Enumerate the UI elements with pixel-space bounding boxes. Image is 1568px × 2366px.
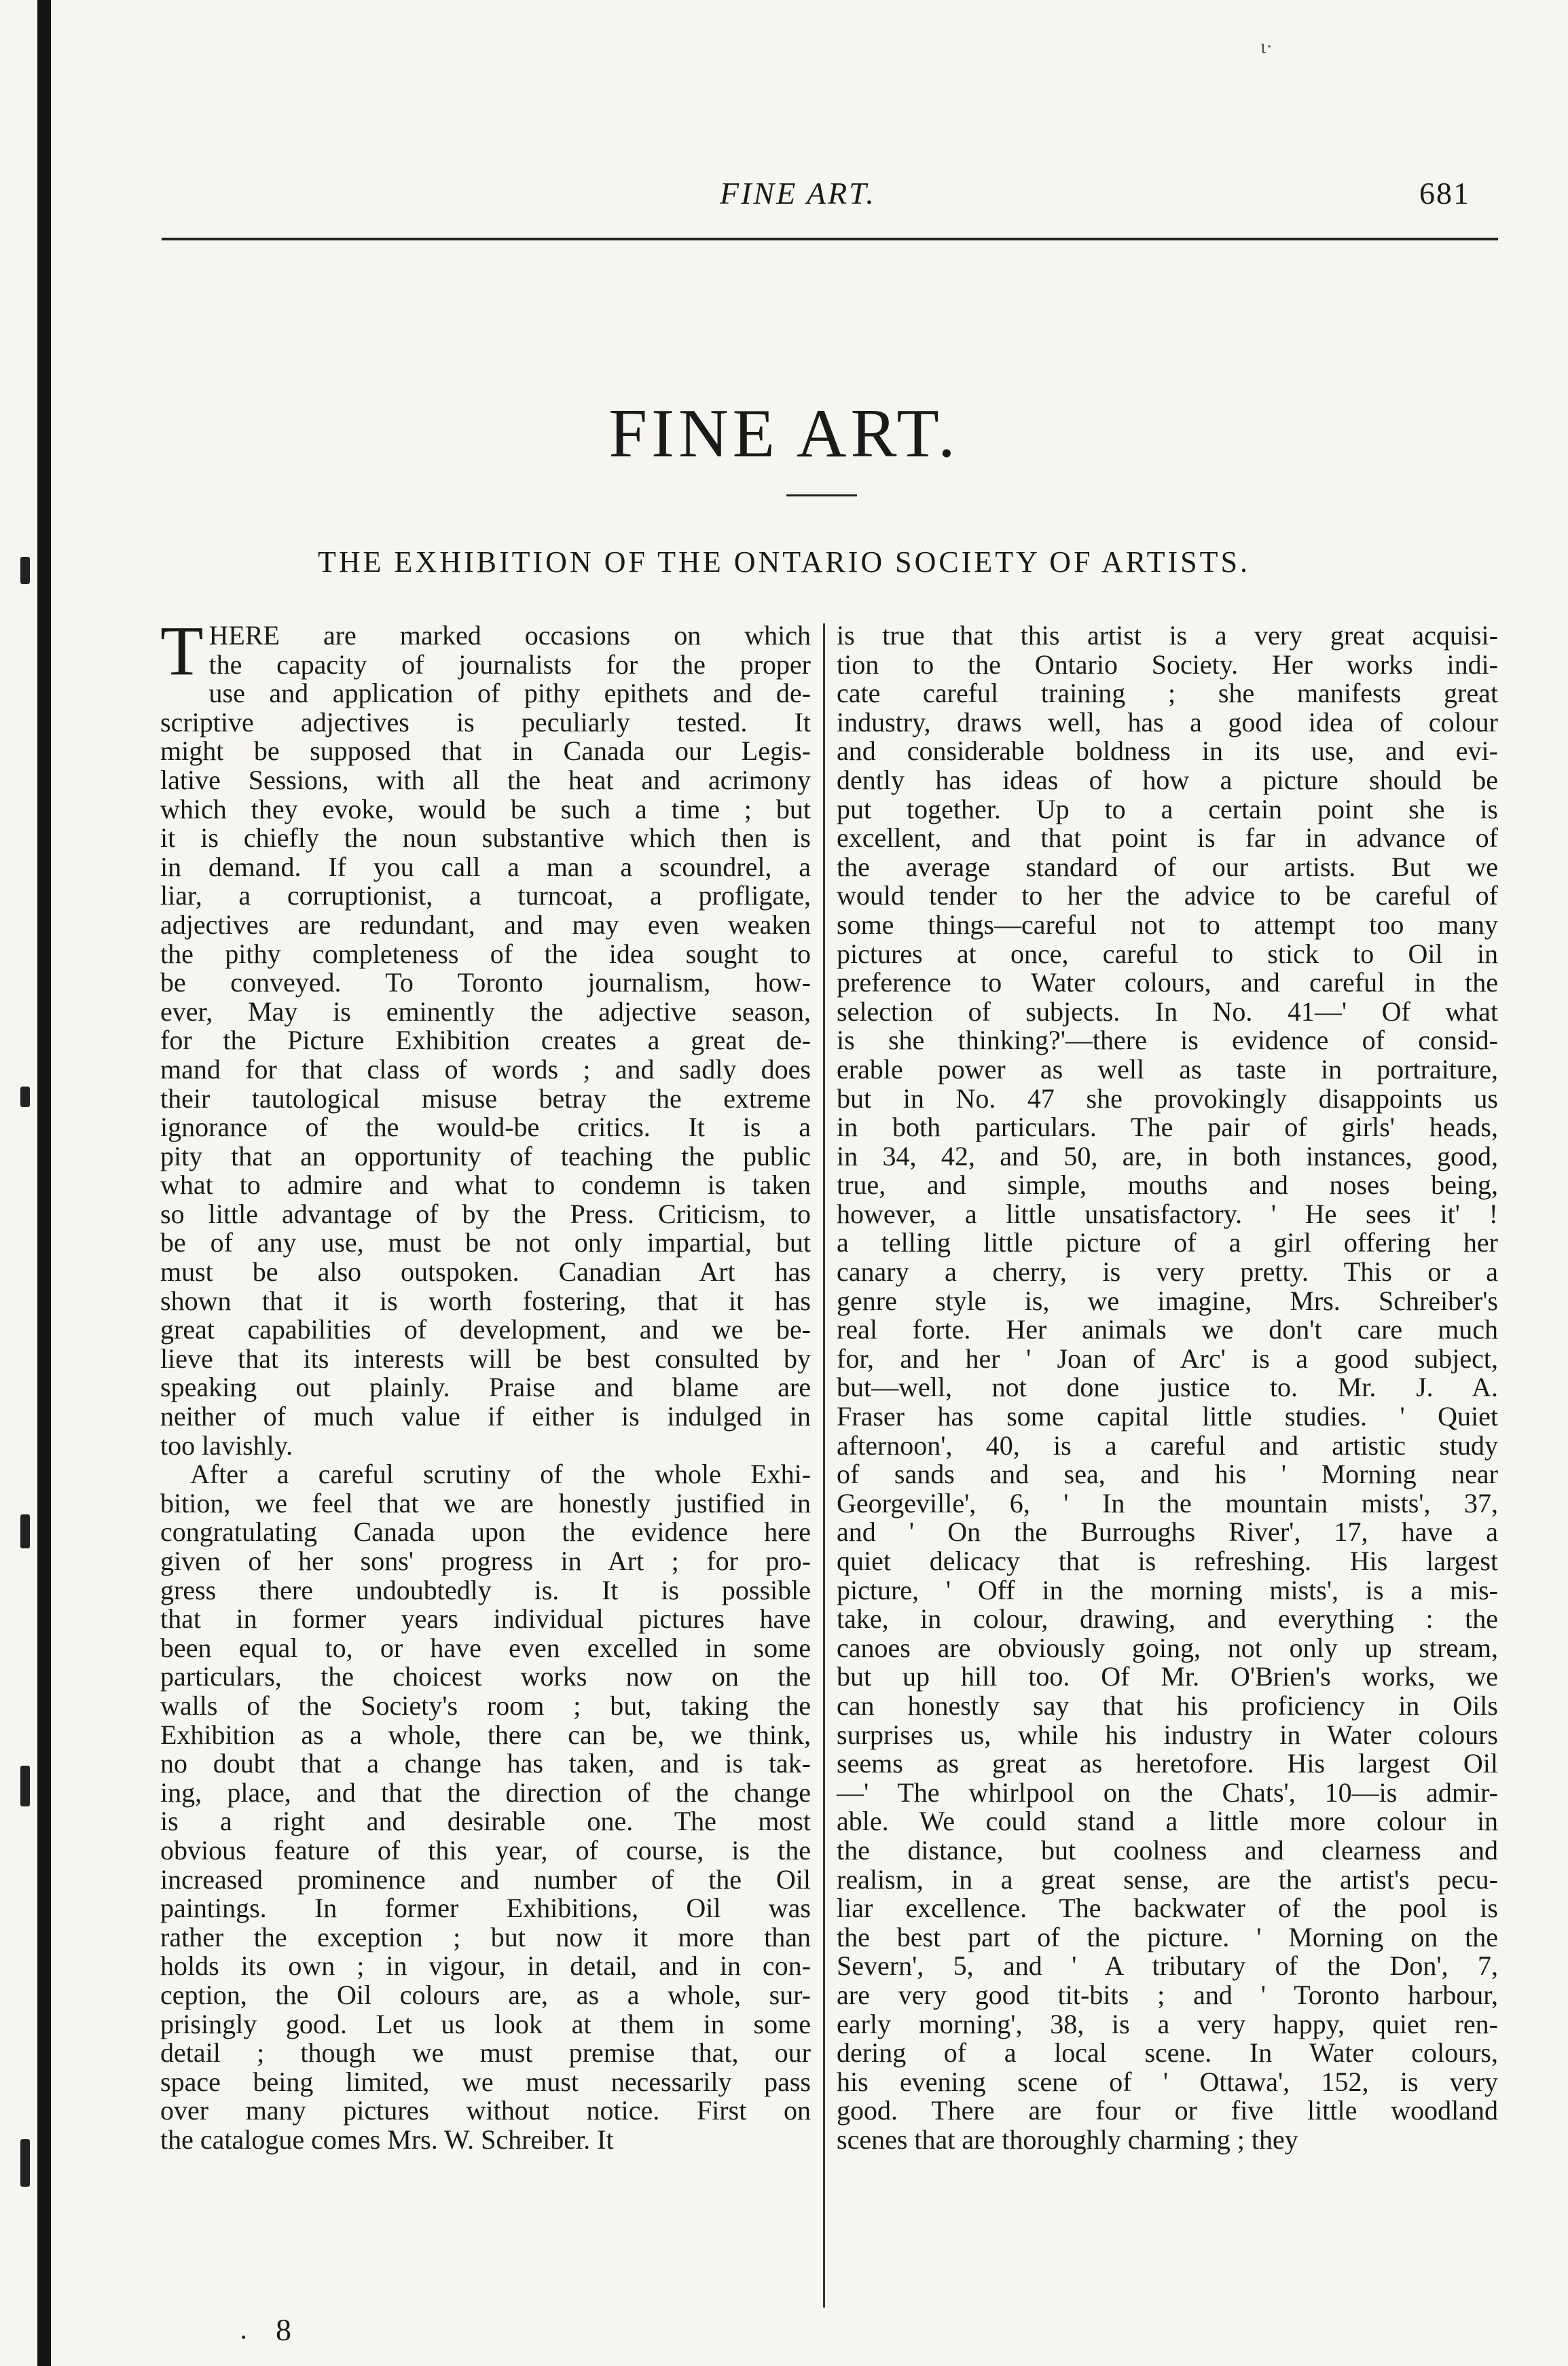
- text-line: are very good tit-bits ; and ' Toronto harbour,: [837, 1979, 1498, 2010]
- text-line: detail ; though we must premise that, our: [160, 2037, 811, 2069]
- text-line: tion to the Ontario Society. Her works indi-: [837, 649, 1498, 680]
- text-line: no doubt that a change has taken, and is tak-: [160, 1748, 811, 1779]
- text-line: Exhibition as a whole, there can be, we think,: [160, 1719, 811, 1750]
- text-line: liar, a corruptionist, a turncoat, a profligate,: [160, 880, 811, 911]
- text-line: would tender to her the advice to be careful of: [837, 880, 1498, 911]
- text-line: particulars, the choicest works now on the: [160, 1661, 811, 1692]
- text-line: must be also outspoken. Canadian Art has: [160, 1256, 811, 1288]
- text-line: After a careful scrutiny of the whole Exhi-: [190, 1459, 811, 1490]
- text-line: canary a cherry, is very pretty. This or a: [837, 1256, 1498, 1288]
- text-line: given of her sons' progress in Art ; for pro-: [160, 1546, 811, 1576]
- text-line: Fraser has some capital little studies. ' Quiet: [837, 1401, 1498, 1432]
- text-line: congratulating Canada upon the evidence here: [160, 1516, 811, 1548]
- text-line: holds its own ; in vigour, in detail, and in con-: [160, 1950, 811, 1982]
- text-line: ception, the Oil colours are, as a whole, sur-: [160, 1979, 811, 2010]
- text-line: be of any use, must be not only impartial, but: [160, 1227, 811, 1258]
- text-line: but in No. 47 she provokingly disappoints us: [837, 1082, 1498, 1114]
- text-line: cate careful training ; she manifests great: [837, 678, 1498, 709]
- text-line: quiet delicacy that is refreshing. His largest: [837, 1546, 1498, 1576]
- text-line: but—well, not done justice to. Mr. J. A.: [837, 1372, 1498, 1403]
- text-line: preference to Water colours, and careful in the: [837, 967, 1498, 998]
- text-line: Georgeville', 6, ' In the mountain mists', 37,: [837, 1487, 1498, 1518]
- text-line: speaking out plainly. Praise and blame are: [160, 1372, 811, 1403]
- corner-mark: ι·: [1260, 35, 1273, 58]
- text-line: realism, in a great sense, are the artist's pecu-: [837, 1863, 1498, 1895]
- text-line: mand for that class of words ; and sadly does: [160, 1053, 811, 1085]
- text-line: obvious feature of this year, of course, is the: [160, 1834, 811, 1866]
- text-line: dently has ideas of how a picture should be: [837, 764, 1498, 795]
- text-line: is a right and desirable one. The most: [160, 1806, 811, 1837]
- page-number: 681: [1419, 176, 1470, 211]
- text-line: might be supposed that in Canada our Legis-: [160, 735, 811, 767]
- text-line: HERE are marked occasions on which: [208, 620, 811, 651]
- title-rule: [786, 494, 857, 496]
- text-line: paintings. In former Exhibitions, Oil was: [160, 1893, 811, 1924]
- right-column: [837, 621, 1498, 2154]
- binding-speck: [20, 1087, 30, 1107]
- binding-speck: [20, 1766, 30, 1806]
- binding-speck: [20, 1514, 30, 1548]
- text-line: use and application of pithy epithets and de-: [208, 678, 811, 709]
- text-line: of sands and sea, and his ' Morning near: [837, 1459, 1498, 1490]
- text-line: the pithy completeness of the idea sought to: [160, 938, 811, 969]
- text-line: in demand. If you call a man a scoundrel, a: [160, 851, 811, 882]
- text-line: however, a little unsatisfactory. ' He sees it' !: [837, 1198, 1498, 1229]
- text-line: it is chiefly the noun substantive which then is: [160, 822, 811, 854]
- text-line: surprises us, while his industry in Water colours: [837, 1719, 1498, 1750]
- text-line: real forte. Her animals we don't care much: [837, 1314, 1498, 1345]
- text-line: bition, we feel that we are honestly justified in: [160, 1487, 811, 1518]
- signature-dot: ·: [239, 2322, 249, 2352]
- text-line: rather the exception ; but now it more than: [160, 1921, 811, 1952]
- text-line: the distance, but coolness and clearness and: [837, 1834, 1498, 1866]
- text-line: which they evoke, would be such a time ; but: [160, 793, 811, 824]
- text-line: and ' On the Burroughs River', 17, have a: [837, 1516, 1498, 1548]
- text-line: be conveyed. To Toronto journalism, how-: [160, 967, 811, 998]
- text-line: afternoon', 40, is a careful and artistic study: [837, 1430, 1498, 1461]
- text-line: so little advantage of by the Press. Criticism, to: [160, 1198, 811, 1229]
- text-line: is true that this artist is a very great acquisi-: [837, 620, 1498, 651]
- text-line: shown that it is worth fostering, that it has: [160, 1285, 811, 1316]
- text-line: put together. Up to a certain point she is: [837, 793, 1498, 824]
- text-line: can honestly say that his proficiency in Oils: [837, 1690, 1498, 1721]
- text-line: pictures at once, careful to stick to Oil in: [837, 938, 1498, 969]
- text-line: the capacity of journalists for the proper: [208, 649, 811, 680]
- text-line: genre style is, we imagine, Mrs. Schreiber's: [837, 1285, 1498, 1316]
- text-line: in 34, 42, and 50, are, in both instances, good,: [837, 1140, 1498, 1171]
- text-line: increased prominence and number of the Oil: [160, 1863, 811, 1895]
- text-line: take, in colour, drawing, and everything : the: [837, 1603, 1498, 1635]
- text-line: seems as great as heretofore. His largest Oil: [837, 1748, 1498, 1779]
- text-line: Severn', 5, and ' A tributary of the Don', 7,: [837, 1950, 1498, 1982]
- text-line: able. We could stand a little more colour in: [837, 1806, 1498, 1837]
- text-line: prisingly good. Let us look at them in some: [160, 2008, 811, 2039]
- text-line: for, and her ' Joan of Arc' is a good subject,: [837, 1343, 1498, 1374]
- text-line: industry, draws well, has a good idea of colour: [837, 706, 1498, 738]
- article-subtitle: THE EXHIBITION OF THE ONTARIO SOCIETY OF ARTISTS.: [318, 545, 1250, 579]
- text-line: scriptive adjectives is peculiarly tested. It: [160, 706, 811, 738]
- text-line: ing, place, and that the direction of the change: [160, 1777, 811, 1808]
- text-line: ever, May is eminently the adjective season,: [160, 996, 811, 1027]
- text-line: picture, ' Off in the morning mists', is a mis-: [837, 1574, 1498, 1605]
- text-line: for the Picture Exhibition creates a great de-: [160, 1025, 811, 1056]
- text-line: adjectives are redundant, and may even weaken: [160, 909, 811, 940]
- text-line: gress there undoubtedly is. It is possible: [160, 1574, 811, 1605]
- text-line: that in former years individual pictures have: [160, 1603, 811, 1635]
- text-line: his evening scene of ' Ottawa', 152, is very: [837, 2066, 1498, 2097]
- header-rule: [162, 238, 1498, 240]
- text-line: what to admire and what to condemn is taken: [160, 1169, 811, 1201]
- text-line: early morning', 38, is a very happy, quiet ren-: [837, 2008, 1498, 2039]
- text-line: scenes that are thoroughly charming ; they: [837, 2124, 1298, 2155]
- text-line: true, and simple, mouths and noses being,: [837, 1169, 1498, 1201]
- text-line: too lavishly.: [160, 1430, 293, 1461]
- text-line: walls of the Society's room ; but, taking the: [160, 1690, 811, 1721]
- running-head: FINE ART.: [720, 176, 876, 211]
- article-title: FINE ART.: [608, 395, 960, 472]
- text-line: but up hill too. Of Mr. O'Brien's works, we: [837, 1661, 1498, 1692]
- text-line: and considerable boldness in its use, and evi-: [837, 735, 1498, 767]
- text-line: neither of much value if either is indulged in: [160, 1401, 811, 1432]
- text-line: over many pictures without notice. First on: [160, 2095, 811, 2126]
- text-line: some things—careful not to attempt too many: [837, 909, 1498, 940]
- text-line: a telling little picture of a girl offering her: [837, 1227, 1498, 1258]
- text-line: selection of subjects. In No. 41—' Of what: [837, 996, 1498, 1027]
- text-line: been equal to, or have even excelled in some: [160, 1632, 811, 1663]
- book-binding-edge: [37, 0, 51, 2366]
- text-line: their tautological misuse betray the extreme: [160, 1082, 811, 1114]
- text-line: —' The whirlpool on the Chats', 10—is admir-: [837, 1777, 1498, 1808]
- text-line: ignorance of the would-be critics. It is a: [160, 1112, 811, 1143]
- text-line: liar excellence. The backwater of the pool is: [837, 1893, 1498, 1924]
- text-line: is she thinking?'—there is evidence of consid-: [837, 1025, 1498, 1056]
- text-line: pity that an opportunity of teaching the public: [160, 1140, 811, 1171]
- signature-mark: 8: [276, 2312, 291, 2347]
- text-line: good. There are four or five little woodland: [837, 2095, 1498, 2126]
- text-line: erable power as well as taste in portraiture,: [837, 1053, 1498, 1085]
- text-line: the best part of the picture. ' Morning on the: [837, 1921, 1498, 1952]
- drop-cap: T: [160, 612, 204, 690]
- text-line: great capabilities of development, and we be-: [160, 1314, 811, 1345]
- text-line: in both particulars. The pair of girls' heads,: [837, 1112, 1498, 1143]
- text-line: canoes are obviously going, not only up stream,: [837, 1632, 1498, 1663]
- text-line: the average standard of our artists. But we: [837, 851, 1498, 882]
- column-divider: [823, 623, 825, 2308]
- text-line: the catalogue comes Mrs. W. Schreiber. It: [160, 2124, 614, 2155]
- text-line: lieve that its interests will be best consulted by: [160, 1343, 811, 1374]
- binding-speck: [20, 2139, 30, 2187]
- left-column: [160, 612, 811, 2155]
- text-line: dering of a local scene. In Water colours,: [837, 2037, 1498, 2069]
- text-line: space being limited, we must necessarily pass: [160, 2066, 811, 2097]
- text-line: excellent, and that point is far in advance of: [837, 822, 1498, 854]
- text-line: lative Sessions, with all the heat and acrimony: [160, 764, 811, 795]
